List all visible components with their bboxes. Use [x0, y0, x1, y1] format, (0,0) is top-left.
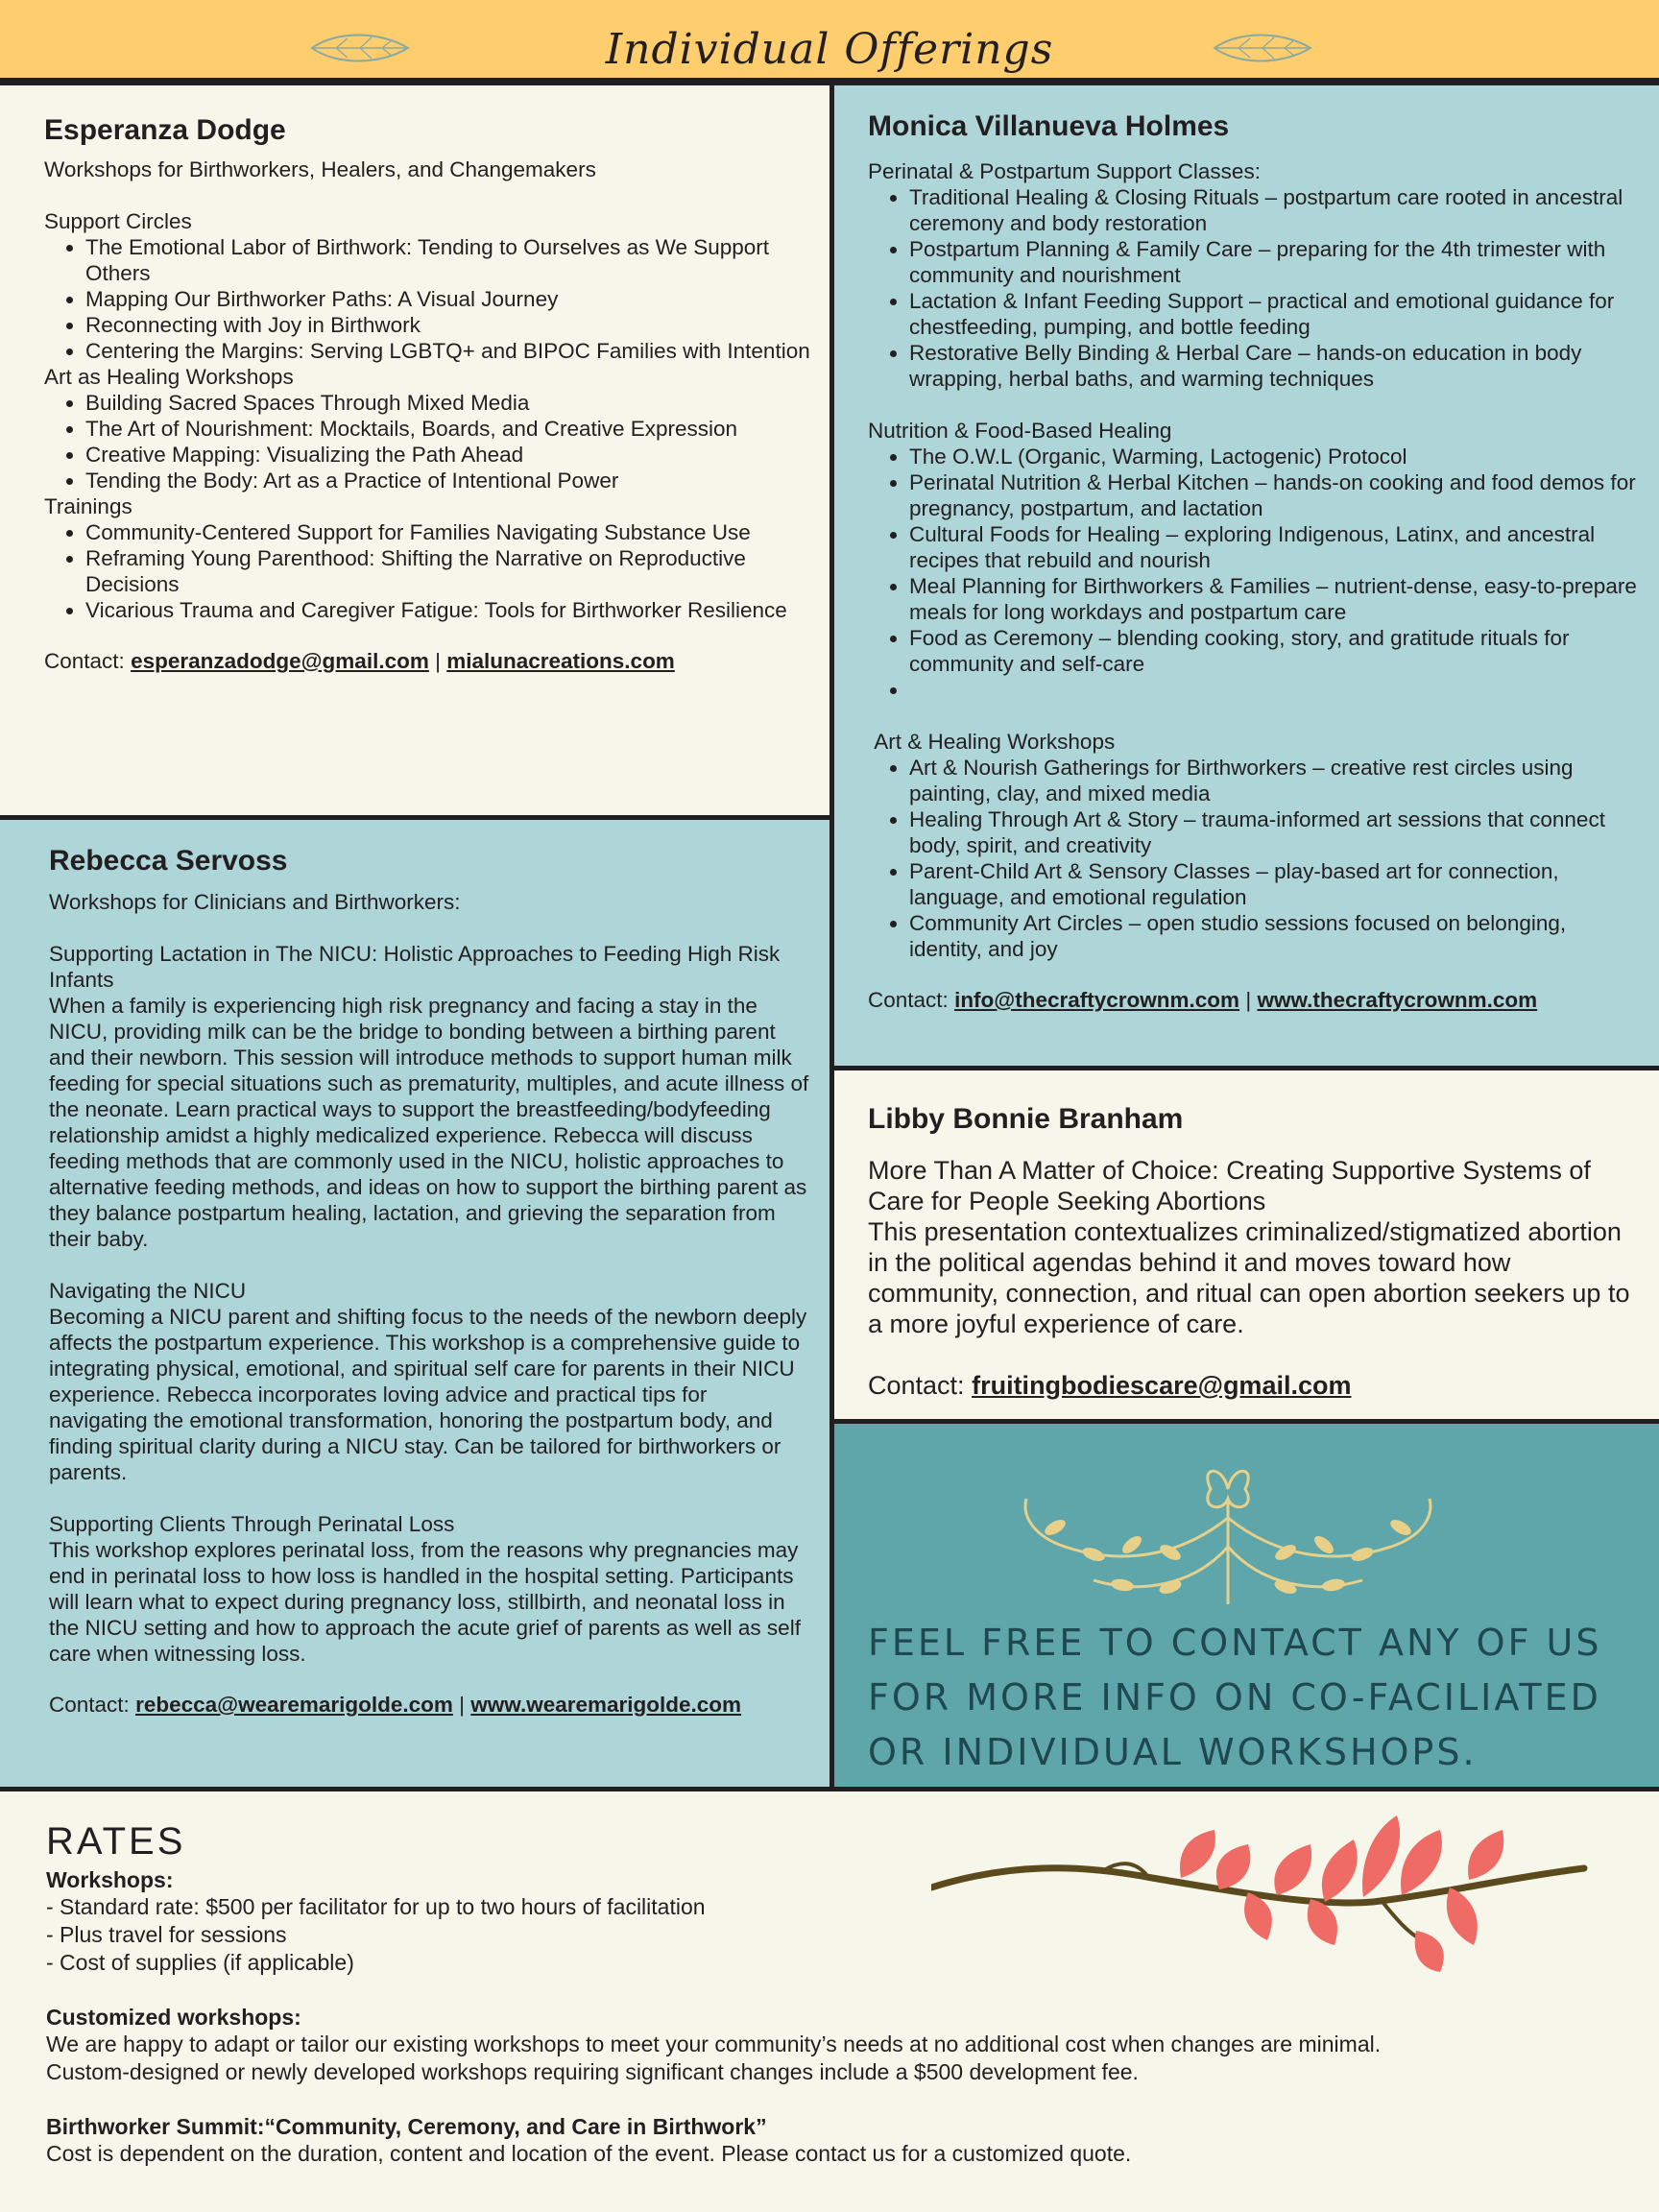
workshop-description: This presentation contextualizes criminalized/stigmatized abortion in the political agendas behind it and moves toward how community, connection, and ritual can open abortion seekers up to a more joyful experience of care. — [868, 1217, 1630, 1338]
bullet-list — [44, 234, 810, 364]
bullet-list — [868, 184, 1640, 392]
section-body: This workshop explores perinatal loss, from the reasons why pregnancies may end in perinatal loss to how loss is handled in the hospital setting. Participants will learn what to expect during pregnancy loss, stillbirth, and neonatal loss in the NICU setting and how to approach the acute grief of parents as well as self care when witnessing loss. — [49, 1538, 807, 1666]
list-item: • Art & Nourish Gatherings for Birthworkers – creative rest circles using painting, clay, and mixed media — [909, 755, 1640, 806]
contact-label: Contact: — [868, 1371, 965, 1400]
contact-line — [49, 1693, 810, 1718]
contact-line — [44, 649, 810, 674]
rate-line: Custom-designed or newly developed workshops requiring significant changes include a $500 development fee. — [46, 2059, 1139, 2084]
summit-label: Birthworker Summit:“Community, Ceremony, and Care in Birthwork” — [46, 2114, 767, 2139]
contact-line — [868, 988, 1640, 1013]
bullet-list — [868, 755, 1640, 962]
contact-label: Contact: — [49, 1693, 130, 1717]
list-item: • The Art of Nourishment: Mocktails, Boards, and Creative Expression — [85, 416, 810, 442]
list-item: • Traditional Healing & Closing Rituals – postpartum care rooted in ancestral ceremony and body restoration — [909, 184, 1640, 236]
bullet-list — [868, 444, 1640, 703]
list-item: • Perinatal Nutrition & Herbal Kitchen – hands-on cooking and food demos for pregnancy, postpartum, and lactation — [909, 469, 1640, 521]
list-item: • Building Sacred Spaces Through Mixed Media — [85, 390, 810, 416]
list-item: • The O.W.L (Organic, Warming, Lactogenic) Protocol — [909, 444, 1640, 469]
website-link[interactable]: www.wearemarigolde.com — [470, 1693, 742, 1717]
summit-text: Cost is dependent on the duration, content and location of the event. Please contact us for a customized quote. — [46, 2141, 1132, 2166]
floral-ornament-icon — [988, 1460, 1468, 1614]
custom-label: Customized workshops: — [46, 2005, 301, 2030]
group-title: Trainings — [44, 494, 132, 518]
monica-panel — [830, 81, 1659, 1070]
separator: | — [435, 649, 441, 673]
group-title: Perinatal & Postpartum Support Classes: — [868, 159, 1261, 183]
section-title: Supporting Lactation in The NICU: Holistic Approaches to Feeding High Risk Infants — [49, 942, 786, 992]
group-title: Art & Healing Workshops — [868, 730, 1116, 754]
rebecca-panel — [0, 815, 834, 1791]
list-item: • Food as Ceremony – blending cooking, story, and gratitude rituals for community and self-care — [909, 625, 1640, 677]
leaf-icon — [1210, 29, 1315, 67]
branch-ornament-icon — [931, 1811, 1594, 1974]
list-item: • Community-Centered Support for Families Navigating Substance Use — [85, 519, 810, 545]
list-item: • The Emotional Labor of Birthwork: Tending to Ourselves as We Support Others — [85, 234, 810, 286]
group-title: Nutrition & Food-Based Healing — [868, 419, 1172, 443]
libby-panel — [830, 1066, 1659, 1424]
cta-text: FEEL FREE TO CONTACT ANY OF US FOR MORE INFO ON CO-FACILIATED OR INDIVIDUAL WORKSHOPS. — [868, 1622, 1602, 1773]
separator: | — [1245, 988, 1252, 1012]
list-item: • Restorative Belly Binding & Herbal Care – hands-on education in body wrapping, herbal baths, and warming techniques — [909, 340, 1640, 392]
list-item: • Creative Mapping: Visualizing the Path Ahead — [85, 442, 810, 468]
section-title: Supporting Clients Through Perinatal Loss — [49, 1512, 455, 1536]
list-item: • Parent-Child Art & Sensory Classes – play-based art for connection, language, and emotional regulation — [909, 858, 1640, 910]
list-item: • Reconnecting with Joy in Birthwork — [85, 312, 810, 338]
email-link[interactable]: rebecca@wearemarigolde.com — [135, 1693, 453, 1717]
email-link[interactable]: fruitingbodiescare@gmail.com — [972, 1371, 1352, 1400]
list-item: • Healing Through Art & Story – trauma-informed art sessions that connect body, spirit, and creativity — [909, 806, 1640, 858]
rate-line: - Cost of supplies (if applicable) — [46, 1950, 354, 1975]
contact-label: Contact: — [44, 649, 125, 673]
list-item: • Mapping Our Birthworker Paths: A Visual Journey — [85, 286, 810, 312]
list-item: • Vicarious Trauma and Caregiver Fatigue: Tools for Birthworker Resilience — [85, 597, 810, 623]
list-item: • Postpartum Planning & Family Care – preparing for the 4th trimester with community and nourishment — [909, 236, 1640, 288]
list-item: • Centering the Margins: Serving LGBTQ+ and BIPOC Families with Intention — [85, 338, 810, 364]
rate-line: - Plus travel for sessions — [46, 1922, 287, 1947]
workshop-sections — [49, 941, 815, 1667]
intro-text: Workshops for Clinicians and Birthworkers: — [49, 890, 461, 914]
section-title: Navigating the NICU — [49, 1279, 247, 1303]
rate-line: - Standard rate: $500 per facilitator for up to two hours of facilitation — [46, 1894, 706, 1919]
section-body: Becoming a NICU parent and shifting focus to the needs of the newborn deeply affects the postpartum experience. This workshop is a comprehensive guide to integrating physical, emotional, and spiritual self care for parents in their NICU experience. Rebecca incorporates loving advice and practical tips for navigating the emotional transformation, honoring the postpartum body, and finding spiritual clarity during a NICU stay. Can be tailored for birthworkers or parents. — [49, 1305, 813, 1484]
bullet-list — [44, 519, 810, 623]
page-title: Individual Offerings — [605, 25, 1054, 74]
rates-section — [0, 1787, 1659, 2212]
email-link[interactable]: info@thecraftycrownm.com — [954, 988, 1240, 1012]
bullet-list — [44, 390, 810, 493]
list-item: • Tending the Body: Art as a Practice of Intentional Power — [85, 468, 810, 493]
group-title: Art as Healing Workshops — [44, 365, 294, 389]
list-item: • Reframing Young Parenthood: Shifting the Narrative on Reproductive Decisions — [85, 545, 810, 597]
list-item: • Lactation & Infant Feeding Support – practical and emotional guidance for chestfeeding, pumping, and bottle feeding — [909, 288, 1640, 340]
workshop-title: More Than A Matter of Choice: Creating Supportive Systems of Care for People Seeking Abortions — [868, 1156, 1591, 1215]
rates-heading: RATES — [46, 1820, 186, 1863]
separator: | — [459, 1693, 466, 1717]
website-link[interactable]: mialunacreations.com — [446, 649, 675, 673]
custom-rates — [46, 2031, 1640, 2086]
email-link[interactable]: esperanzadodge@gmail.com — [131, 649, 429, 673]
list-item — [909, 677, 1640, 703]
workshops-label: Workshops: — [46, 1867, 174, 1892]
presenter-name: Esperanza Dodge — [44, 114, 286, 146]
contact-label: Contact: — [868, 988, 949, 1012]
list-item: • Community Art Circles – open studio sessions focused on belonging, identity, and joy — [909, 910, 1640, 962]
workshop-groups — [44, 208, 810, 623]
list-item: • Cultural Foods for Healing – exploring Indigenous, Latinx, and ancestral recipes that rebuild and nourish — [909, 521, 1640, 573]
intro-text: Workshops for Birthworkers, Healers, and Changemakers — [44, 157, 596, 181]
cta-panel — [830, 1419, 1659, 1791]
presenter-name: Monica Villanueva Holmes — [868, 110, 1230, 142]
presenter-name: Libby Bonnie Branham — [868, 1103, 1184, 1135]
website-link[interactable]: www.thecraftycrownm.com — [1257, 988, 1538, 1012]
section-body: When a family is experiencing high risk pregnancy and facing a stay in the NICU, providing milk can be the bridge to bonding between a birthing parent and their newborn. This session will introduce methods to support human milk feeding for special situations such as prematurity, multiples, and acute illness of the neonate. Learn practical ways to support the breastfeeding/bodyfeeding relationship amidst a highly medicalized experience. Rebecca will discuss feeding methods that are commonly used in the NICU, holistic approaches to alternative feeding methods, and ideas on how to support the birthing parent as they balance postpartum healing, lactation, and grieving the separation from their baby. — [49, 994, 815, 1251]
rate-line: We are happy to adapt or tailor our existing workshops to meet your community’s needs at no additional cost when changes are minimal. — [46, 2032, 1382, 2056]
header-banner — [0, 0, 1659, 83]
contact-line — [868, 1370, 1640, 1401]
workshop-groups — [868, 158, 1640, 962]
presenter-name: Rebecca Servoss — [49, 845, 288, 877]
group-title: Support Circles — [44, 209, 192, 233]
list-item: • Meal Planning for Birthworkers & Families – nutrient-dense, easy-to-prepare meals for long workdays and postpartum care — [909, 573, 1640, 625]
esperanza-panel — [0, 81, 834, 820]
